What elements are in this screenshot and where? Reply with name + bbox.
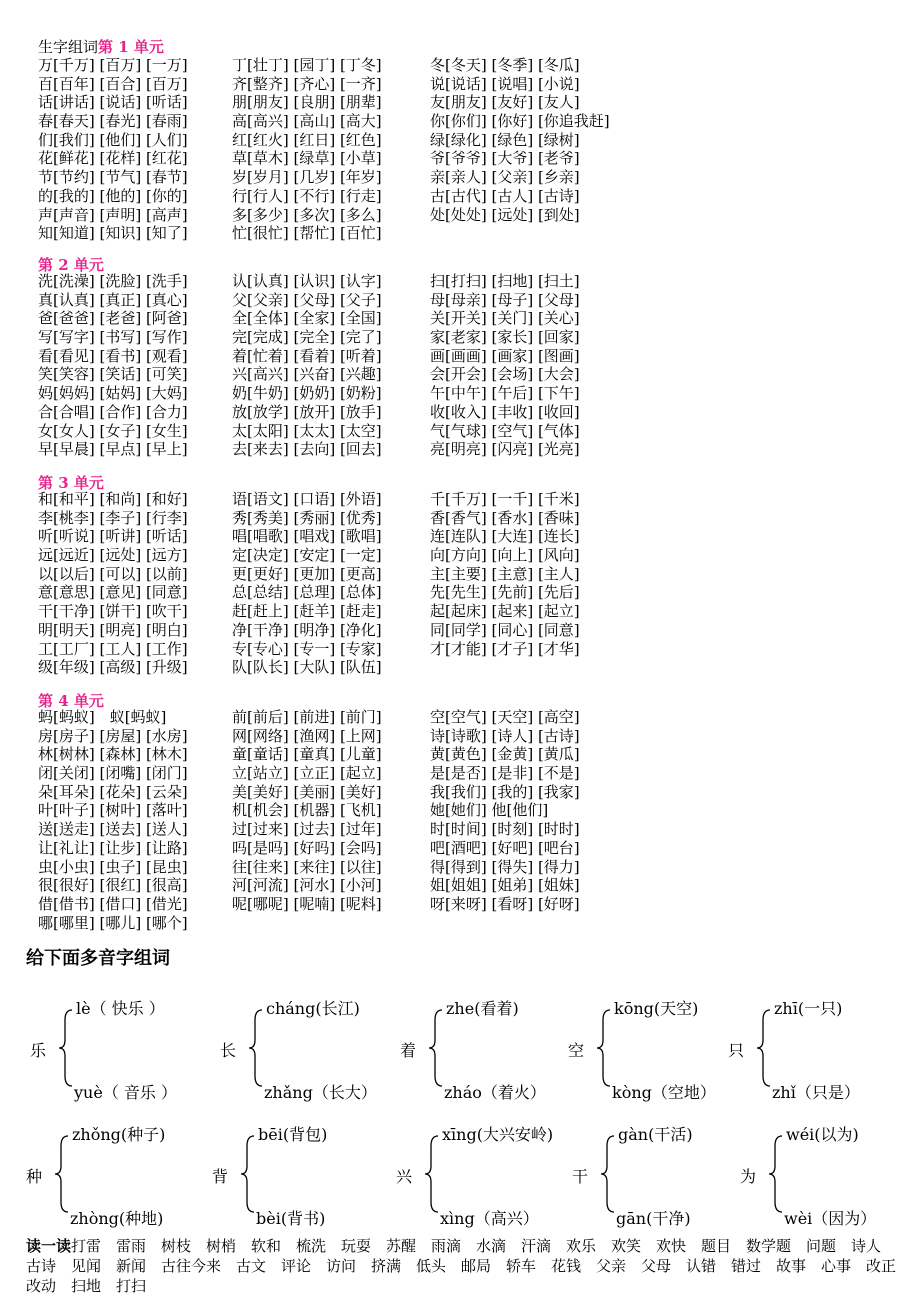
word-group-cell: 向[方向] [向上] [风向]: [430, 546, 580, 565]
word-group-cell: 工[工厂] [工人] [工作]: [38, 639, 188, 658]
word-group-cell: 送[送走] [送去] [送人]: [38, 820, 188, 839]
word-group-cell: 笑[笑容] [笑话] [可笑]: [38, 365, 188, 384]
word-group-cell: 过[过来] [过去] [过年]: [232, 820, 382, 839]
unit-4-word-grid: [38, 708, 638, 932]
polyphonic-character: 为: [740, 1167, 757, 1186]
word-group-cell: 岁[岁月] [几岁] [年岁]: [232, 168, 382, 187]
word-group-cell: 妈[妈妈] [姑妈] [大妈]: [38, 384, 188, 403]
word-group-cell: 连[连队] [大连] [连长]: [430, 527, 580, 546]
word-row: [38, 56, 638, 75]
word-group-cell: 呀[来呀] [看呀] [好呀]: [430, 894, 580, 913]
word-group-cell: 写[写字] [书写] [写作]: [38, 328, 188, 347]
word-group-cell: 明[明天] [明亮] [明白]: [38, 620, 188, 639]
word-group-cell: 扫[打扫] [扫地] [扫土]: [430, 272, 580, 290]
word-group-cell: 奶[牛奶] [奶奶] [奶粉]: [232, 384, 382, 403]
word-group-cell: 节[节约] [节气] [春节]: [38, 168, 188, 187]
word-group-cell: 干[干净] [饼干] [吹干]: [38, 602, 188, 621]
word-row: [38, 440, 638, 459]
reading-upper: zhī(一只): [774, 999, 843, 1018]
word-group-cell: 起[起床] [起来] [起立]: [430, 602, 580, 621]
word-row: [38, 224, 638, 243]
word-group-cell: 哪[哪里] [哪儿] [哪个]: [38, 913, 188, 932]
brace-icon: [768, 1134, 784, 1214]
word-row: [38, 93, 638, 112]
word-group-cell: 黄[黄色] [金黄] [黄瓜]: [430, 745, 580, 764]
word-group-cell: 亮[明亮] [闪亮] [光亮]: [430, 440, 580, 459]
reading-upper: xīng(大兴安岭): [442, 1125, 554, 1144]
brace-icon: [428, 1008, 444, 1088]
word-group-cell: 吗[是吗] [好吗] [会吗]: [232, 838, 382, 857]
word-row: [38, 384, 638, 403]
polyphonic-character: 空: [568, 1041, 585, 1060]
reading-lower: gān(干净): [616, 1209, 691, 1228]
word-row: [38, 621, 638, 640]
reading-label: 读一读: [26, 1237, 72, 1255]
word-group-cell: 吧[酒吧] [好吧] [吧台]: [430, 838, 580, 857]
word-group-cell: 专[专心] [专一] [专家]: [232, 639, 382, 658]
word-group-cell: 母[母亲] [母子] [父母]: [430, 290, 580, 309]
word-group-cell: 诗[诗歌] [诗人] [古诗]: [430, 726, 580, 745]
word-group-cell: 千[千万] [一千] [千米]: [430, 490, 580, 508]
reading-upper: cháng(长江): [266, 999, 360, 1018]
word-group-cell: 兴[高兴] [兴奋] [兴趣]: [232, 365, 382, 384]
word-row: [38, 820, 638, 839]
word-group-cell: 万[千万] [百万] [一万]: [38, 56, 188, 74]
word-group-cell: 齐[整齐] [齐心] [一齐]: [232, 74, 382, 93]
word-group-cell: 空[空气] [天空] [高空]: [430, 708, 580, 726]
word-group-cell: 得[得到] [得失] [得力]: [430, 857, 580, 876]
brace-icon: [58, 1008, 74, 1088]
word-group-cell: 们[我们] [他们] [人们]: [38, 130, 188, 149]
word-row: [38, 422, 638, 441]
word-row: [38, 149, 638, 168]
reading-upper: kōng(天空): [614, 999, 699, 1018]
reading-lower: zhǐ（只是）: [772, 1083, 860, 1102]
word-group-cell: 画[画画] [画家] [图画]: [430, 346, 580, 365]
brace-icon: [240, 1134, 256, 1214]
word-group-cell: 呢[哪呢] [呢喃] [呢料]: [232, 894, 382, 913]
word-row: [38, 365, 638, 384]
word-row: [38, 583, 638, 602]
word-group-cell: 你[你们] [你好] [你追我赶]: [430, 112, 610, 131]
word-group-cell: 叶[叶子] [树叶] [落叶]: [38, 801, 188, 820]
word-group-cell: 蚂[蚂蚁] 蚁[蚂蚁]: [38, 708, 167, 726]
unit-2-word-grid: [38, 272, 638, 459]
reading-upper: zhǒng(种子): [72, 1125, 166, 1144]
word-group-cell: 意[意思] [意见] [同意]: [38, 583, 188, 602]
word-group-cell: 朵[耳朵] [花朵] [云朵]: [38, 782, 188, 801]
word-row: [38, 527, 638, 546]
word-group-cell: 秀[秀美] [秀丽] [优秀]: [232, 508, 382, 527]
word-group-cell: 友[朋友] [友好] [友人]: [430, 93, 580, 112]
unit-label: 第 3 单元: [38, 474, 104, 492]
word-row: [38, 764, 638, 783]
word-group-cell: 行[行人] [不行] [行走]: [232, 186, 382, 205]
word-group-cell: 完[完成] [完全] [完了]: [232, 328, 382, 347]
word-row: [38, 272, 638, 291]
word-row: [38, 914, 638, 933]
word-group-cell: 收[收入] [丰收] [收回]: [430, 402, 580, 421]
unit-label: 第 4 单元: [38, 692, 104, 710]
word-row: [38, 708, 638, 727]
word-group-cell: 闭[关闭] [闭嘴] [闭门]: [38, 764, 188, 783]
word-group-cell: 女[女人] [女子] [女生]: [38, 421, 188, 440]
reading-lower: zháo（着火）: [444, 1083, 546, 1102]
word-group-cell: 多[多少] [多次] [多么]: [232, 205, 382, 224]
word-group-cell: 知[知道] [知识] [知了]: [38, 224, 188, 243]
word-group-cell: 花[鲜花] [花样] [红花]: [38, 149, 188, 168]
word-row: [38, 546, 638, 565]
word-group-cell: 听[听说] [听讲] [听话]: [38, 527, 188, 546]
word-group-cell: 百[百年] [百合] [百万]: [38, 74, 188, 93]
word-group-cell: 亲[亲人] [父亲] [乡亲]: [430, 168, 580, 187]
reading-upper: zhe(看着): [446, 999, 519, 1018]
word-group-cell: 声[声音] [声明] [高声]: [38, 205, 188, 224]
word-row: [38, 801, 638, 820]
polyphonic-character: 背: [212, 1167, 229, 1186]
word-group-cell: 远[远近] [远处] [远方]: [38, 546, 188, 565]
word-group-cell: 是[是否] [是非] [不是]: [430, 764, 580, 783]
word-row: [38, 112, 638, 131]
word-group-cell: 才[才能] [才子] [才华]: [430, 639, 580, 658]
word-row: [38, 309, 638, 328]
word-group-cell: 的[我的] [他的] [你的]: [38, 186, 188, 205]
word-group-cell: 语[语文] [口语] [外语]: [232, 490, 382, 508]
word-group-cell: 处[处处] [远处] [到处]: [430, 205, 580, 224]
word-group-cell: 童[童话] [童真] [儿童]: [232, 745, 382, 764]
word-group-cell: 队[队长] [大队] [队伍]: [232, 658, 382, 677]
brace-icon: [54, 1134, 70, 1214]
reading-upper: gàn(干活): [618, 1125, 693, 1144]
unit-3-word-grid: [38, 490, 638, 677]
word-row: [38, 291, 638, 310]
reading-upper: bēi(背包): [258, 1125, 328, 1144]
word-row: [38, 727, 638, 746]
polyphonic-character: 兴: [396, 1167, 413, 1186]
word-group-cell: 认[认真] [认识] [认字]: [232, 272, 382, 290]
word-row: [38, 131, 638, 150]
word-group-cell: 机[机会] [机器] [飞机]: [232, 801, 382, 820]
word-group-cell: 太[太阳] [太太] [太空]: [232, 421, 382, 440]
word-group-cell: 同[同学] [同心] [同意]: [430, 620, 580, 639]
unit-1-word-grid: [38, 56, 638, 243]
word-group-cell: 网[网络] [渔网] [上网]: [232, 726, 382, 745]
word-group-cell: 关[开关] [关门] [关心]: [430, 309, 580, 328]
word-group-cell: 说[说话] [说唱] [小说]: [430, 74, 580, 93]
word-group-cell: 我[我们] [我的] [我家]: [430, 782, 580, 801]
brace-icon: [756, 1008, 772, 1088]
word-group-cell: 丁[壮丁] [园丁] [丁冬]: [232, 56, 382, 74]
word-group-cell: 全[全体] [全家] [全国]: [232, 309, 382, 328]
word-group-cell: 古[古代] [古人] [古诗]: [430, 186, 580, 205]
polyphonic-character: 只: [728, 1041, 745, 1060]
word-group-cell: 洗[洗澡] [洗脸] [洗手]: [38, 272, 188, 290]
word-group-cell: 很[很好] [很红] [很高]: [38, 876, 188, 895]
word-group-cell: 朋[朋友] [良朋] [朋辈]: [232, 93, 382, 112]
word-group-cell: 更[更好] [更加] [更高]: [232, 564, 382, 583]
word-group-cell: 先[先生] [先前] [先后]: [430, 583, 580, 602]
word-group-cell: 定[决定] [安定] [一定]: [232, 546, 382, 565]
polyphonic-character: 干: [572, 1167, 589, 1186]
word-group-cell: 忙[很忙] [帮忙] [百忙]: [232, 224, 382, 243]
word-group-cell: 美[美好] [美丽] [美好]: [232, 782, 382, 801]
word-row: [38, 328, 638, 347]
word-group-cell: 时[时间] [时刻] [时时]: [430, 820, 580, 839]
word-group-cell: 草[草木] [绿草] [小草]: [232, 149, 382, 168]
word-group-cell: 早[早晨] [早点] [早上]: [38, 440, 188, 459]
word-group-cell: 高[高兴] [高山] [高大]: [232, 112, 382, 131]
word-group-cell: 春[春天] [春光] [春雨]: [38, 112, 188, 131]
polyphonic-character: 着: [400, 1041, 417, 1060]
word-group-cell: 红[红火] [红日] [红色]: [232, 130, 382, 149]
reading-lower: bèi(背书): [256, 1209, 326, 1228]
word-group-cell: 家[老家] [家长] [回家]: [430, 328, 580, 347]
word-row: [38, 839, 638, 858]
word-group-cell: 香[香气] [香水] [香味]: [430, 508, 580, 527]
word-group-cell: 赶[赶上] [赶羊] [赶走]: [232, 602, 382, 621]
word-row: [38, 640, 638, 659]
word-group-cell: 父[父亲] [父母] [父子]: [232, 290, 382, 309]
word-group-cell: 放[放学] [放开] [放手]: [232, 402, 382, 421]
word-group-cell: 冬[冬天] [冬季] [冬瓜]: [430, 56, 580, 74]
word-group-cell: 总[总结] [总理] [总体]: [232, 583, 382, 602]
brace-icon: [424, 1134, 440, 1214]
word-group-cell: 她[她们] 他[他们]: [430, 801, 549, 820]
reading-words: 打雷 雷雨 树枝 树梢 软和 梳洗 玩耍 苏醒 雨滴 水滴 汗滴 欢乐 欢笑 欢快 题目 数学题 问题 诗人 古诗 见闻 新闻 古往今来 古文 评论 访问 挤满 低头 邮局 轿车 花钱 父亲 父母 认错 错过 故事 心事 改正 改动 扫地 打扫: [26, 1237, 912, 1295]
word-row: [38, 75, 638, 94]
polyphonic-section-title: 给下面多音字组词: [26, 948, 170, 969]
reading-section: [26, 1236, 912, 1296]
word-group-cell: 姐[姐姐] [姐弟] [姐妹]: [430, 876, 580, 895]
word-group-cell: 看[看见] [看书] [观看]: [38, 346, 188, 365]
reading-lower: zhǎng（长大）: [264, 1083, 377, 1102]
word-row: [38, 187, 638, 206]
word-group-cell: 让[礼让] [让步] [让路]: [38, 838, 188, 857]
word-group-cell: 前[前后] [前进] [前门]: [232, 708, 382, 726]
word-row: [38, 168, 638, 187]
word-row: [38, 895, 638, 914]
polyphonic-character: 种: [26, 1167, 43, 1186]
word-row: [38, 347, 638, 366]
word-row: [38, 403, 638, 422]
brace-icon: [248, 1008, 264, 1088]
polyphonic-character: 长: [220, 1041, 237, 1060]
word-group-cell: 爸[爸爸] [老爸] [阿爸]: [38, 309, 188, 328]
polyphonic-character: 乐: [30, 1041, 47, 1060]
reading-lower: kòng（空地）: [612, 1083, 716, 1102]
word-row: [38, 858, 638, 877]
word-group-cell: 虫[小虫] [虫子] [昆虫]: [38, 857, 188, 876]
reading-lower: xìng（高兴）: [440, 1209, 539, 1228]
brace-icon: [600, 1134, 616, 1214]
word-row: [38, 509, 638, 528]
word-group-cell: 合[合唱] [合作] [合力]: [38, 402, 188, 421]
word-group-cell: 真[认真] [真正] [真心]: [38, 290, 188, 309]
word-row: [38, 602, 638, 621]
word-row: [38, 490, 638, 509]
word-group-cell: 立[站立] [立正] [起立]: [232, 764, 382, 783]
word-row: [38, 206, 638, 225]
unit-label: 第 2 单元: [38, 256, 104, 274]
reading-upper: lè（ 快乐 ）: [76, 999, 165, 1018]
worksheet-heading: 生字组词: [38, 38, 99, 56]
word-row: [38, 565, 638, 584]
word-group-cell: 话[讲话] [说话] [听话]: [38, 93, 188, 112]
word-group-cell: 往[往来] [来往] [以往]: [232, 857, 382, 876]
word-group-cell: 河[河流] [河水] [小河]: [232, 876, 382, 895]
word-row: [38, 745, 638, 764]
reading-lower: zhòng(种地): [70, 1209, 164, 1228]
reading-lower: wèi（因为）: [784, 1209, 877, 1228]
word-row: [38, 783, 638, 802]
word-row: [38, 658, 638, 677]
word-group-cell: 爷[爷爷] [大爷] [老爷]: [430, 149, 580, 168]
brace-icon: [596, 1008, 612, 1088]
word-group-cell: 林[树林] [森林] [林木]: [38, 745, 188, 764]
word-group-cell: 午[中午] [午后] [下午]: [430, 384, 580, 403]
reading-lower: yuè（ 音乐 ）: [74, 1083, 177, 1102]
word-group-cell: 唱[唱歌] [唱戏] [歌唱]: [232, 527, 382, 546]
word-group-cell: 级[年级] [高级] [升级]: [38, 658, 188, 677]
word-group-cell: 借[借书] [借口] [借光]: [38, 894, 188, 913]
word-group-cell: 去[来去] [去向] [回去]: [232, 440, 382, 459]
word-group-cell: 着[忙着] [看着] [听着]: [232, 346, 382, 365]
word-group-cell: 和[和平] [和尚] [和好]: [38, 490, 188, 508]
reading-upper: wéi(以为): [786, 1125, 859, 1144]
word-group-cell: 以[以后] [可以] [以前]: [38, 564, 188, 583]
word-group-cell: 主[主要] [主意] [主人]: [430, 564, 580, 583]
word-group-cell: 气[气球] [空气] [气体]: [430, 421, 580, 440]
unit-title-1: [38, 36, 164, 57]
word-group-cell: 绿[绿化] [绿色] [绿树]: [430, 130, 580, 149]
word-group-cell: 李[桃李] [李子] [行李]: [38, 508, 188, 527]
word-group-cell: 会[开会] [会场] [大会]: [430, 365, 580, 384]
word-group-cell: 房[房子] [房屋] [水房]: [38, 726, 188, 745]
word-row: [38, 876, 638, 895]
unit-label: 第 1 单元: [98, 38, 164, 56]
word-group-cell: 净[干净] [明净] [净化]: [232, 620, 382, 639]
